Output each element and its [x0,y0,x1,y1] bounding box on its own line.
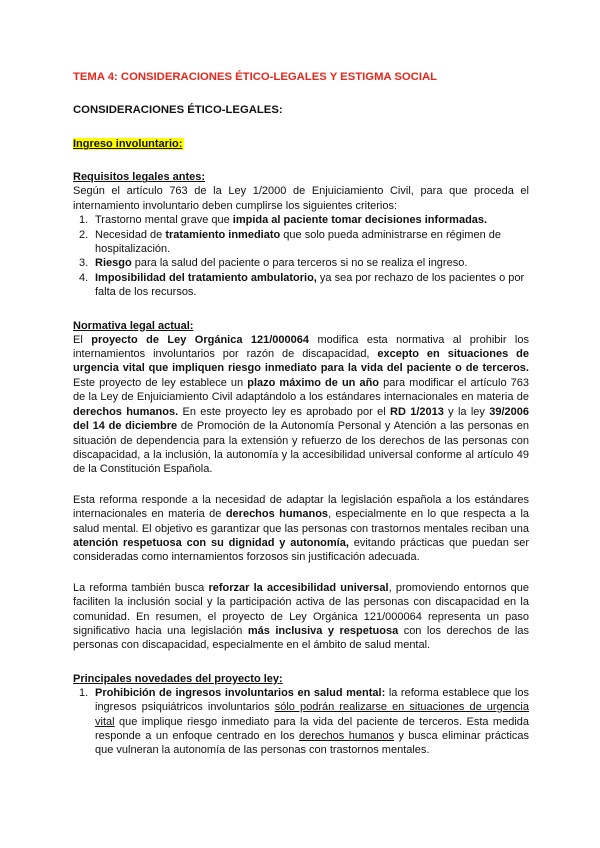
document-title: TEMA 4: CONSIDERACIONES ÉTICO-LEGALES Y ESTIGMA SOCIAL [73,71,438,83]
text-run: , promoviendo entornos que faciliten la inclusión social y la participación activa de las personas con discapacidad en la comunidad. En resumen, el proyecto de Ley Orgánica 121/000064 representa un paso significativo hacia una legislación [73,581,529,637]
text-run: que implique riesgo inmediato para la vida del paciente de terceros. Esta medida responde a un enfoque centrado en los [95,715,529,742]
list-text: Trastorno mental grave que [95,214,233,227]
text-run: El [73,333,92,346]
list-bold-text: Riesgo [95,257,132,270]
bold-run: plazo máximo de un año [247,376,380,389]
novedades-heading: Principales novedades del proyecto ley: [73,672,283,685]
section-heading: CONSIDERACIONES ÉTICO-LEGALES: [73,104,283,116]
list-item [73,271,529,300]
text-run: de Promoción de la Autonomía Personal y Atención a las personas en situación de dependencia para la extensión y refuerzo de los derechos de las personas con discapacidad, a la inclusión, la autonomía y la accesibilidad universal conforme al artículo 49 de la Constitución Española. [73,420,529,476]
bold-run: derechos humanos. [73,405,179,418]
list-bold-text: tratamiento inmediato [165,228,281,241]
bold-run: derechos humanos [225,508,329,521]
novedades-list [73,686,529,758]
bold-run: atención respetuosa con su dignidad y autonomía, [73,536,349,549]
list-bold-text: Imposibilidad del tratamiento ambulatorio, [95,271,317,284]
list-number: 1. [79,686,89,699]
text-run: En este proyecto ley es aprobado por el [178,405,391,418]
normativa-paragraph-2 [73,493,529,565]
list-text: que solo pueda administrarse en régimen de hospitalización. [95,228,501,256]
bold-run: excepto en situaciones de urgencia vital que impliquen riesgo inmediato para la vida del paciente o de terceros. [73,348,529,375]
list-text: para la salud del paciente o para terceros si no se realiza el ingreso. [131,257,468,270]
bold-run: reforzar la accesibilidad universal [208,581,389,594]
list-text: Necesidad de [95,228,166,241]
text-run: y la ley [443,405,490,418]
bold-run: 39/2006 del 14 de diciembre [73,405,529,433]
text-run: evitando prácticas que puedan ser consideradas como internamientos forzosos sin justificación adecuada. [73,536,529,564]
list-item [73,256,529,270]
text-run: con los derechos de las personas con discapacidad, especialmente en el ámbito de salud mental. [73,624,529,652]
underlined-run: derechos humanos [299,730,394,742]
text-run: y busca eliminar prácticas que vulneran la autonomía de las personas con trastornos mentales. [95,730,530,757]
requisitos-list [73,213,529,299]
list-item [73,213,529,227]
list-bold-text: impida al paciente tomar decisiones informadas. [232,214,488,227]
bold-run: Prohibición de ingresos involuntarios en salud mental: [95,686,386,699]
text-run: modifica esta normativa al prohibir los internamientos involuntarios por razón de discapacidad, [73,333,529,361]
text-run: Esta reforma responde a la necesidad de adaptar la legislación española a los estándares internacionales en materia de [73,493,529,521]
normativa-paragraph-1 [73,333,529,477]
bold-run: RD 1/2013 [390,405,444,418]
normativa-heading: Normativa legal actual: [73,319,194,332]
list-number: 2. [79,228,89,241]
document-body [73,70,529,758]
text-run: para modificar el artículo 763 de la Ley de Enjuiciamiento Civil adaptándolo a los estándares internacionales en materia de [73,376,529,404]
text-run: Este proyecto de ley establece un [73,376,248,389]
list-item [73,228,529,257]
text-run: La reforma también busca [73,581,209,594]
requisitos-heading: Requisitos legales antes: [73,171,206,184]
bold-run: proyecto de Ley Orgánica 121/000064 [91,333,310,346]
list-item [73,686,529,758]
bold-run: más inclusiva y respetuosa [247,624,399,637]
text-run: la reforma establece que los ingresos psiquiátricos involuntarios [95,686,529,714]
list-number: 3. [79,257,89,270]
highlighted-heading [73,137,529,151]
requisitos-intro: Según el artículo 763 de la Ley 1/2000 de Enjuiciamiento Civil, para que proceda el internamiento involuntario deben cumplirse los siguientes criterios: [73,185,529,212]
list-number: 1. [79,214,89,227]
list-text: ya sea por rechazo de los pacientes o por falta de los recursos. [95,271,525,299]
normativa-paragraph-3 [73,581,529,653]
text-run: , especialmente en lo que respecta a la salud mental. El objetivo es garantizar que las personas con trastornos mentales reciban una [73,508,530,535]
underlined-run: sólo podrán realizarse en situaciones de urgencia vital [95,701,529,728]
highlighted-heading-text: Ingreso involuntario: [73,138,183,151]
list-number: 4. [79,271,89,284]
